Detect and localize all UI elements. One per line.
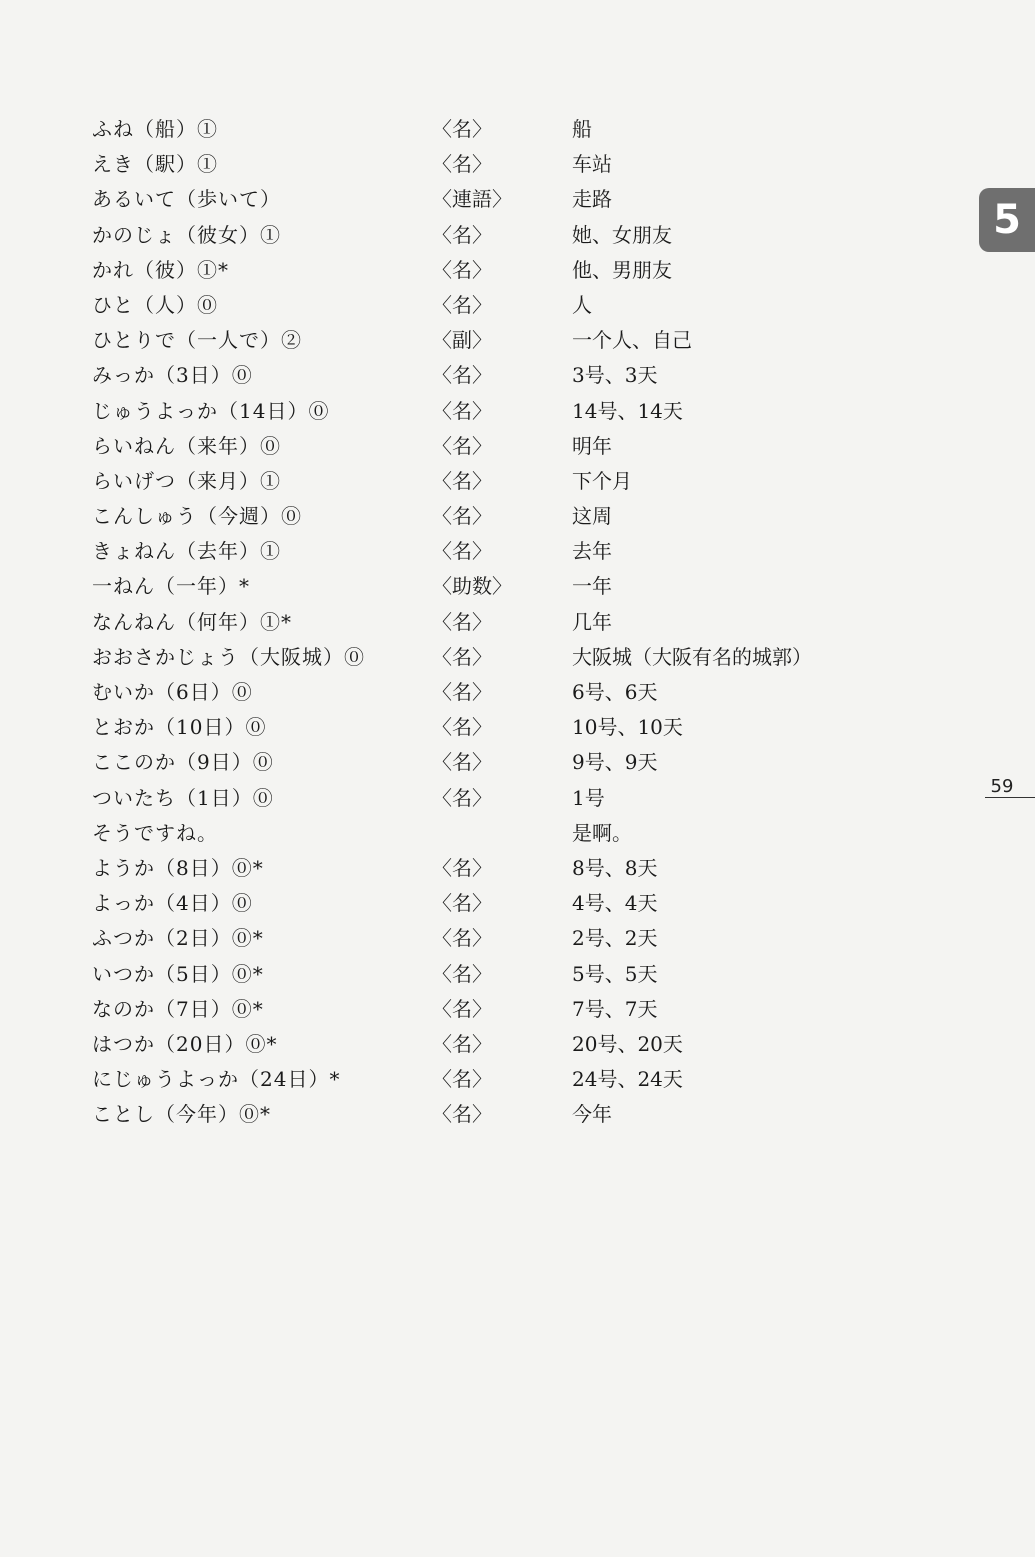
vocab-part-of-speech: 〈名〉	[432, 785, 492, 810]
vocab-part-of-speech: 〈助数〉	[432, 574, 512, 599]
vocab-row	[92, 921, 852, 956]
vocab-meaning: 20号、20天	[572, 1031, 683, 1056]
vocab-part-of-speech: 〈名〉	[432, 504, 492, 529]
chapter-tab: 5	[979, 188, 1035, 252]
vocab-row	[92, 358, 852, 393]
vocab-part-of-speech: 〈名〉	[432, 644, 492, 669]
vocab-word: かのじょ（彼女）①	[92, 222, 281, 247]
vocab-row	[92, 147, 852, 182]
vocab-row	[92, 1097, 852, 1132]
vocab-row	[92, 569, 852, 604]
vocab-word: ついたち（1日）⓪	[92, 785, 274, 810]
vocab-word: ここのか（9日）⓪	[92, 750, 274, 775]
vocabulary-list	[92, 112, 852, 1132]
vocab-word: かれ（彼）①*	[92, 257, 229, 282]
vocab-meaning: 几年	[572, 609, 612, 634]
vocab-row	[92, 710, 852, 745]
vocab-part-of-speech: 〈名〉	[432, 680, 492, 704]
vocab-meaning: 这周	[572, 504, 612, 529]
vocab-word: らいげつ（来月）①	[92, 468, 281, 493]
vocab-meaning: 24号、24天	[572, 1067, 683, 1092]
vocab-row	[92, 1027, 852, 1062]
vocab-meaning: 3号、3天	[572, 363, 658, 388]
vocab-word: ようか（8日）⓪*	[92, 855, 264, 880]
vocab-meaning: 一个人、自己	[572, 328, 692, 353]
vocab-row	[92, 957, 852, 992]
vocab-row	[92, 112, 852, 147]
vocab-meaning: 今年	[572, 1102, 612, 1127]
page-number: 59	[990, 776, 1014, 797]
vocab-word: きょねん（去年）①	[92, 539, 281, 564]
vocab-meaning: 去年	[572, 539, 612, 564]
vocab-part-of-speech: 〈名〉	[432, 1031, 492, 1056]
vocab-part-of-speech: 〈名〉	[432, 433, 492, 458]
vocab-meaning: 他、男朋友	[572, 257, 672, 282]
vocab-meaning: 船	[572, 117, 592, 141]
vocab-word: らいねん（来年）⓪	[92, 433, 281, 458]
vocab-word: ふつか（2日）⓪*	[92, 926, 264, 951]
vocab-meaning: 人	[572, 292, 592, 317]
vocab-word: よっか（4日）⓪	[92, 891, 253, 916]
vocab-row	[92, 1062, 852, 1097]
vocab-row	[92, 534, 852, 569]
vocab-meaning: 车站	[572, 152, 612, 177]
vocab-word: にじゅうよっか（24日）*	[92, 1067, 341, 1092]
page-number-rule	[985, 797, 1035, 798]
vocab-row	[92, 992, 852, 1027]
vocab-word: おおさかじょう（大阪城）⓪	[92, 644, 365, 669]
vocab-row	[92, 288, 852, 323]
vocab-part-of-speech: 〈名〉	[432, 926, 492, 951]
vocab-row	[92, 745, 852, 780]
vocab-word: なんねん（何年）①*	[92, 609, 292, 634]
vocab-row	[92, 851, 852, 886]
vocab-part-of-speech: 〈名〉	[432, 961, 492, 986]
vocab-row	[92, 323, 852, 358]
vocab-part-of-speech: 〈名〉	[432, 996, 492, 1021]
vocab-part-of-speech: 〈名〉	[432, 363, 492, 388]
vocab-row	[92, 499, 852, 534]
vocab-part-of-speech: 〈副〉	[432, 328, 492, 353]
vocab-row	[92, 605, 852, 640]
vocab-meaning: 1号	[572, 785, 605, 810]
vocab-word: みっか（3日）⓪	[92, 363, 253, 388]
vocab-part-of-speech: 〈連語〉	[432, 187, 512, 212]
vocab-part-of-speech: 〈名〉	[432, 855, 492, 880]
vocab-row	[92, 886, 852, 921]
vocab-part-of-speech: 〈名〉	[432, 1102, 492, 1127]
vocab-meaning: 14号、14天	[572, 398, 683, 423]
vocab-part-of-speech: 〈名〉	[432, 257, 492, 282]
vocab-meaning: 6号、6天	[572, 680, 658, 704]
vocab-row	[92, 781, 852, 816]
vocab-word: じゅうよっか（14日）⓪	[92, 398, 330, 423]
vocab-part-of-speech: 〈名〉	[432, 468, 492, 493]
vocab-word: ふね（船）①	[92, 117, 218, 141]
vocab-meaning: 下个月	[572, 468, 632, 493]
vocab-meaning: 走路	[572, 187, 612, 212]
vocab-word: こんしゅう（今週）⓪	[92, 504, 302, 529]
vocab-part-of-speech: 〈名〉	[432, 609, 492, 634]
vocab-part-of-speech: 〈名〉	[432, 1067, 492, 1092]
vocab-meaning: 明年	[572, 433, 612, 458]
vocab-word: とおか（10日）⓪	[92, 715, 267, 740]
vocab-part-of-speech: 〈名〉	[432, 539, 492, 564]
vocab-word: えき（駅）①	[92, 152, 218, 177]
vocab-part-of-speech: 〈名〉	[432, 292, 492, 317]
vocab-word: ひと（人）⓪	[92, 292, 218, 317]
vocab-row	[92, 182, 852, 217]
vocab-word: 一ねん（一年）*	[92, 574, 250, 599]
vocab-row	[92, 675, 852, 710]
vocab-meaning: 一年	[572, 574, 612, 599]
vocab-part-of-speech: 〈名〉	[432, 222, 492, 247]
vocab-meaning: 9号、9天	[572, 750, 658, 775]
vocab-meaning: 7号、7天	[572, 996, 658, 1021]
vocab-meaning: 她、女朋友	[572, 222, 672, 247]
vocab-meaning: 是啊。	[572, 820, 632, 845]
vocab-word: ことし（今年）⓪*	[92, 1102, 271, 1127]
vocab-part-of-speech: 〈名〉	[432, 117, 492, 141]
vocab-part-of-speech: 〈名〉	[432, 398, 492, 423]
vocab-meaning: 10号、10天	[572, 715, 683, 740]
vocab-row	[92, 218, 852, 253]
vocab-row	[92, 816, 852, 851]
vocab-word: なのか（7日）⓪*	[92, 996, 264, 1021]
vocab-row	[92, 640, 852, 675]
vocab-meaning: 大阪城（大阪有名的城郭）	[572, 644, 812, 669]
vocab-meaning: 5号、5天	[572, 961, 658, 986]
vocab-row	[92, 464, 852, 499]
vocab-word: むいか（6日）⓪	[92, 680, 253, 704]
vocab-word: そうですね。	[92, 820, 218, 845]
vocab-part-of-speech: 〈名〉	[432, 152, 492, 177]
vocab-meaning: 2号、2天	[572, 926, 658, 951]
vocab-row	[92, 429, 852, 464]
vocab-meaning: 8号、8天	[572, 855, 658, 880]
vocab-meaning: 4号、4天	[572, 891, 658, 916]
vocab-word: いつか（5日）⓪*	[92, 961, 264, 986]
vocab-row	[92, 253, 852, 288]
vocab-part-of-speech: 〈名〉	[432, 715, 492, 740]
vocab-word: ひとりで（一人で）②	[92, 328, 302, 353]
vocab-part-of-speech: 〈名〉	[432, 750, 492, 775]
vocab-row	[92, 394, 852, 429]
vocab-word: あるいて（歩いて）	[92, 187, 281, 212]
vocab-part-of-speech: 〈名〉	[432, 891, 492, 916]
vocab-word: はつか（20日）⓪*	[92, 1031, 278, 1056]
